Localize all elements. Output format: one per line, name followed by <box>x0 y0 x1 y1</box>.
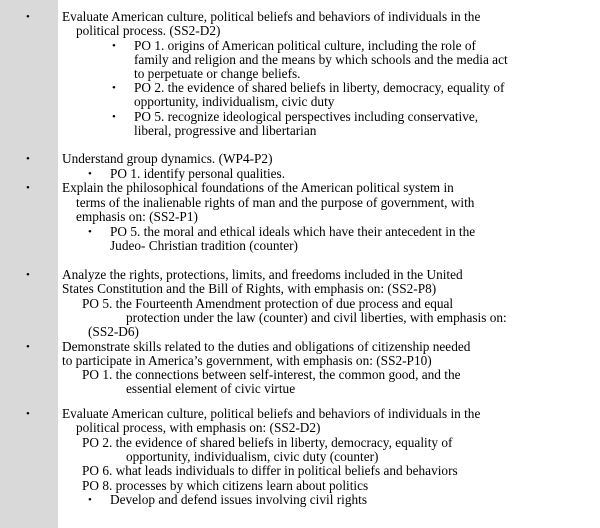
left-margin-band <box>0 0 58 528</box>
text-line: PO 5. the moral and ethical ideals which have their antecedent in the <box>110 224 476 239</box>
text-line: States Constitution and the Bill of Rights, with emphasis on: (SS2-P8) <box>62 281 437 296</box>
text-line: PO 2. the evidence of shared beliefs in liberty, democracy, equality of <box>82 435 453 450</box>
bullet-icon: • <box>88 494 92 506</box>
bullet-icon: • <box>26 182 30 194</box>
bullet-icon: • <box>88 168 92 180</box>
text-line: Develop and defend issues involving civil rights <box>110 492 368 507</box>
text-line: Evaluate American culture, political beliefs and behaviors of individuals in the <box>62 9 481 24</box>
bullet-icon: • <box>112 82 116 94</box>
bullet-icon: • <box>88 226 92 238</box>
bullet-icon: • <box>26 153 30 165</box>
text-line: opportunity, individualism, civic duty <box>134 94 335 109</box>
text-line: PO 2. the evidence of shared beliefs in liberty, democracy, equality of <box>134 80 505 95</box>
text-line: terms of the inalienable rights of man and the purpose of government, with <box>76 195 475 210</box>
text-line: Demonstrate skills related to the duties and obligations of citizenship needed <box>62 339 471 354</box>
bullet-icon: • <box>112 40 116 52</box>
text-line: Understand group dynamics. (WP4-P2) <box>62 151 273 166</box>
text-line: Analyze the rights, protections, limits, and freedoms included in the United <box>62 267 463 282</box>
text-line: emphasis on: (SS2-P1) <box>76 209 198 224</box>
text-line: Explain the philosophical foundations of the American political system in <box>62 180 454 195</box>
text-line: (SS2-D6) <box>88 324 139 339</box>
bullet-icon: • <box>26 341 30 353</box>
bullet-icon: • <box>26 408 30 420</box>
text-line: PO 1. identify personal qualities. <box>110 166 286 181</box>
bullet-icon: • <box>112 111 116 123</box>
text-line: to participate in America’s government, with emphasis on: (SS2-P10) <box>62 353 432 368</box>
text-line: protection under the law (counter) and civil liberties, with emphasis on: <box>126 310 507 325</box>
text-line: essential element of civic virtue <box>126 381 296 396</box>
text-line: liberal, progressive and libertarian <box>134 123 317 138</box>
text-line: PO 1. the connections between self-interest, the common good, and the <box>82 367 461 382</box>
text-line: PO 5. the Fourteenth Amendment protection of due process and equal <box>82 296 454 311</box>
text-line: PO 6. what leads individuals to differ in political beliefs and behaviors <box>82 463 458 478</box>
text-line: Judeo- Christian tradition (counter) <box>110 238 298 253</box>
bullet-icon: • <box>26 269 30 281</box>
text-line: PO 8. processes by which citizens learn about politics <box>82 478 369 493</box>
text-line: family and religion and the means by which schools and the media act <box>134 52 508 67</box>
bullet-icon: • <box>26 11 30 23</box>
text-line: opportunity, individualism, civic duty (counter) <box>126 449 379 464</box>
text-line: PO 1. origins of American political culture, including the role of <box>134 38 476 53</box>
text-line: political process. (SS2-D2) <box>76 23 221 38</box>
text-line: to perpetuate or change beliefs. <box>134 66 301 81</box>
text-line: Evaluate American culture, political beliefs and behaviors of individuals in the <box>62 406 481 421</box>
text-line: political process, with emphasis on: (SS2-D2) <box>76 420 321 435</box>
text-line: PO 5. recognize ideological perspectives including conservative, <box>134 109 479 124</box>
